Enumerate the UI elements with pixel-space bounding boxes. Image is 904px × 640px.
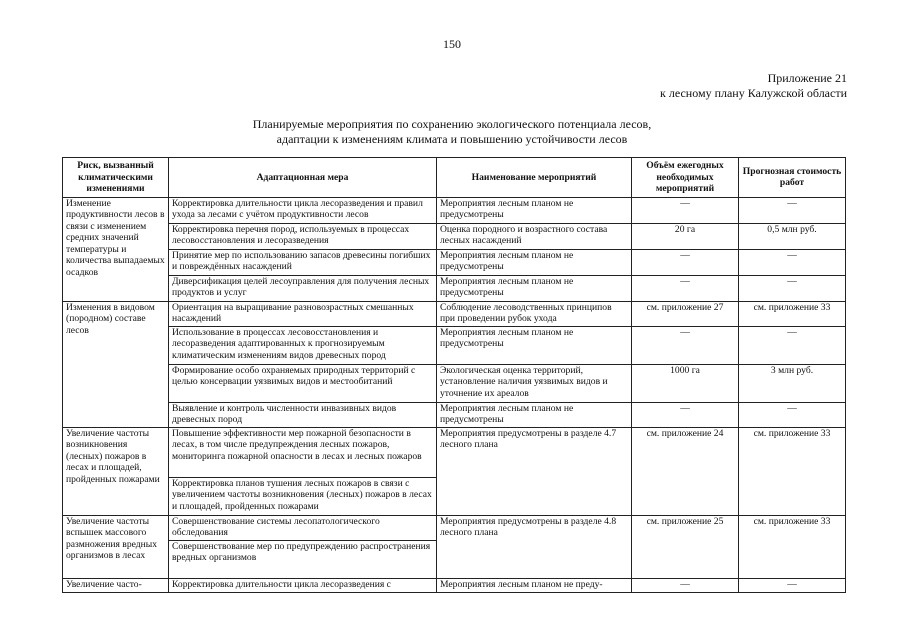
measure-cell: Принятие мер по использованию запасов древесины погибших и повреждённых насаждений (169, 249, 437, 275)
table-row (63, 197, 846, 223)
event-cell: Оценка породного и возрастного состава лесных насаждений (437, 223, 632, 249)
volume-cell: — (632, 578, 739, 592)
event-cell: Мероприятия лесным планом не предусмотрены (437, 197, 632, 223)
cost-cell: — (739, 578, 846, 592)
volume-cell: 1000 га (632, 364, 739, 402)
measure-cell: Корректировка планов тушения лесных пожаров в связи с увеличением частоты возникновения (лесных) пожаров в лесах и площадей, пройденных пожарами (169, 477, 437, 515)
measure-cell: Формирование особо охраняемых природных территорий с целью консервации уязвимых видов и местообитаний (169, 364, 437, 402)
risk-cell: Изменение продуктивности лесов в связи с изменением средних значений температуры и количества выпадаемых осадков (63, 197, 169, 301)
table-row (63, 249, 846, 275)
table-row (63, 364, 846, 402)
table-header-row (63, 158, 846, 198)
event-cell: Мероприятия лесным планом не предусмотрены (437, 402, 632, 427)
cost-cell: — (739, 402, 846, 427)
table-row (63, 402, 846, 427)
volume-cell: — (632, 402, 739, 427)
volume-cell: см. приложение 27 (632, 301, 739, 326)
event-cell: Мероприятия предусмотрены в разделе 4.7 лесного плана (437, 427, 632, 515)
cost-cell: — (739, 249, 846, 275)
cost-cell: см. приложение 33 (739, 301, 846, 326)
table-row (63, 301, 846, 326)
table-row (63, 326, 846, 364)
risk-cell: Увеличение частоты вспышек массового размножения вредных организмов в лесах (63, 515, 169, 578)
measures-table (62, 157, 846, 593)
measure-cell: Диверсификация целей лесоуправления для получения лесных продуктов и услуг (169, 275, 437, 301)
table-row (63, 223, 846, 249)
cost-cell: — (739, 275, 846, 301)
cost-cell: — (739, 197, 846, 223)
table-row (63, 427, 846, 477)
volume-cell: — (632, 197, 739, 223)
measure-cell: Использование в процессах лесовосстановления и лесоразведения адаптированных к прогнозируемым климатическим изменениям видов древесных пород (169, 326, 437, 364)
volume-cell: 20 га (632, 223, 739, 249)
volume-cell: — (632, 326, 739, 364)
cost-cell: 0,5 млн руб. (739, 223, 846, 249)
risk-cell: Изменения в видовом (породном) составе лесов (63, 301, 169, 427)
measure-cell: Совершенствование системы лесопатологического обследования (169, 515, 437, 540)
measure-cell: Корректировка длительности цикла лесоразведения с (169, 578, 437, 592)
event-cell: Мероприятия лесным планом не преду- (437, 578, 632, 592)
table-row (63, 275, 846, 301)
header-cost: Прогнозная стоимость работ (739, 158, 846, 198)
risk-cell: Увеличение частоты возникновения (лесных) пожаров в лесах и площадей, пройденных пожарами (63, 427, 169, 515)
risk-cell: Увеличение часто- (63, 578, 169, 592)
table-row (63, 578, 846, 592)
measure-cell: Корректировка длительности цикла лесоразведения и правил ухода за лесами с учётом продуктивности лесов (169, 197, 437, 223)
header-volume: Объём ежегодных необходимых мероприятий (632, 158, 739, 198)
document-title (0, 117, 904, 147)
appendix-line-2: к лесному плану Калужской области (660, 86, 847, 100)
measure-cell: Выявление и контроль численности инвазивных видов древесных пород (169, 402, 437, 427)
document-title-line-2: адаптации к изменениям климата и повышению устойчивости лесов (276, 132, 628, 146)
measure-cell: Корректировка перечня пород, используемых в процессах лесовосстановления и лесоразведения (169, 223, 437, 249)
event-cell: Мероприятия лесным планом не предусмотрены (437, 326, 632, 364)
cost-cell: см. приложение 33 (739, 515, 846, 578)
header-measure: Адаптационная мера (169, 158, 437, 198)
measure-cell: Совершенствование мер по предупреждению распространения вредных организмов (169, 540, 437, 578)
header-risk: Риск, вызванный климатическими изменениями (63, 158, 169, 198)
table-row (63, 515, 846, 540)
cost-cell: см. приложение 33 (739, 427, 846, 515)
appendix-note (660, 71, 847, 101)
cost-cell: — (739, 326, 846, 364)
volume-cell: — (632, 249, 739, 275)
event-cell: Соблюдение лесоводственных принципов при проведении рубок ухода (437, 301, 632, 326)
event-cell: Мероприятия лесным планом не предусмотрены (437, 275, 632, 301)
header-event: Наименование мероприятий (437, 158, 632, 198)
volume-cell: см. приложение 24 (632, 427, 739, 515)
event-cell: Экологическая оценка территорий, установление наличия уязвимых видов и уточнение их ареалов (437, 364, 632, 402)
event-cell: Мероприятия предусмотрены в разделе 4.8 лесного плана (437, 515, 632, 578)
document-title-line-1: Планируемые мероприятия по сохранению экологического потенциала лесов, (252, 117, 652, 131)
cost-cell: 3 млн руб. (739, 364, 846, 402)
event-cell: Мероприятия лесным планом не предусмотрены (437, 249, 632, 275)
volume-cell: см. приложение 25 (632, 515, 739, 578)
measure-cell: Повышение эффективности мер пожарной безопасности в лесах, в том числе предупреждения лесных пожаров, мониторинга пожарной опасности в лесах и лесных пожаров (169, 427, 437, 477)
page-number: 150 (443, 37, 461, 51)
measure-cell: Ориентация на выращивание разновозрастных смешанных насаждений (169, 301, 437, 326)
volume-cell: — (632, 275, 739, 301)
appendix-line-1: Приложение 21 (767, 71, 847, 85)
